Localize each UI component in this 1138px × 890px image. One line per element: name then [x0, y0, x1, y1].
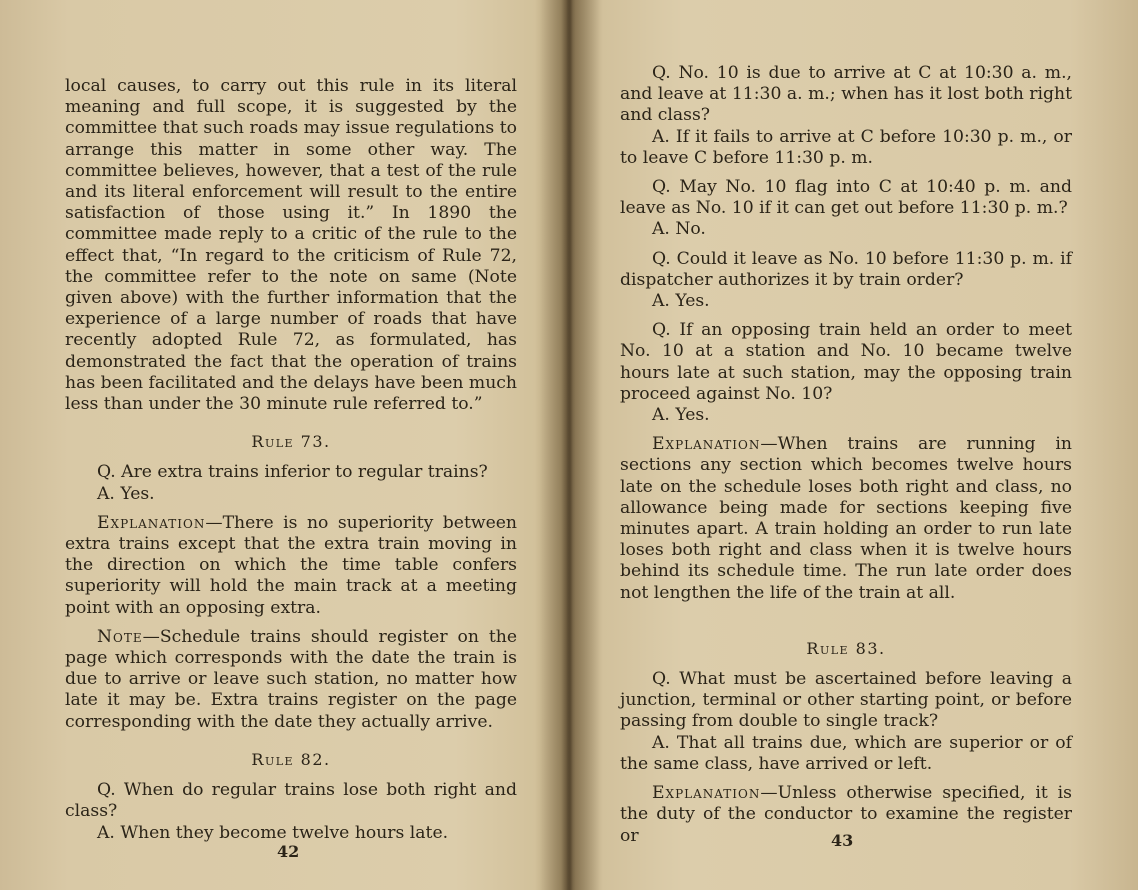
- rule-82-question: Q. When do regular trains lose both right and class?: [65, 780, 517, 822]
- left-page-text: [65, 76, 517, 844]
- page-number-left: 42: [277, 842, 300, 861]
- rule-83-question: Q. What must be ascertained before leaving a junction, terminal or other starting point, or before passing from double to single track?: [620, 669, 1072, 732]
- qa-3-question: Q. Could it leave as No. 10 before 11:30 p. m. if dispatcher authorizes it by train order?: [620, 248, 1072, 290]
- page-number-right: 43: [831, 831, 854, 850]
- explanation-label: Explanation: [97, 512, 206, 533]
- rule-73-answer: A. Yes.: [97, 483, 155, 504]
- qa-1-answer: A. If it fails to arrive at C before 10:30 p. m., or to leave C before 11:30 p. m.: [620, 126, 1072, 168]
- qa-4-question: Q. If an opposing train held an order to meet No. 10 at a station and No. 10 became twelve hours late at such station, may the opposing train proceed against No. 10?: [620, 320, 1072, 404]
- rule-83-answer: A. That all trains due, which are superior or of the same class, have arrived or left.: [620, 732, 1072, 774]
- qa-4-answer: A. Yes.: [652, 405, 710, 426]
- qa-1-question: Q. No. 10 is due to arrive at C at 10:30 a. m., and leave at 11:30 a. m.; when has it lost both right and class?: [620, 63, 1072, 126]
- explanation-text: —There is no superiority between extra trains except that the extra train moving in the direction on which the time table confers superiority will hold the main track at a meeting point with an opposing extra.: [65, 512, 517, 618]
- explanation-text: —Unless otherwise specified, it is the duty of the conductor to examine the register or: [620, 783, 1072, 846]
- qa-3-answer: A. Yes.: [652, 291, 710, 312]
- rule-73-heading: Rule 73.: [251, 432, 331, 452]
- intro-paragraph: local causes, to carry out this rule in its literal meaning and full scope, it is suggested by the committee that such roads may issue regulations to arrange this matter in some other way. The committee believes, however, that a test of the rule and its literal enforcement will result to the entire satisfaction of those using it.” In 1890 the committee made reply to a critic of the rule to the effect that, “In regard to the criticism of Rule 72, the committee refer to the note on same (Note given above) with the further information that the experience of a large number of roads that have recently adopted Rule 72, as formulated, has demonstrated the fact that the operation of trains has been facilitated and the delays have been much less than under the 30 minute rule referred to.”: [65, 76, 517, 415]
- rule-73-explanation: [65, 513, 517, 619]
- right-page-text: [620, 63, 1072, 847]
- rule-83-heading: Rule 83.: [806, 638, 886, 658]
- rule-82-answer: A. When they become twelve hours late.: [97, 822, 449, 843]
- rule-73-question: Q. Are extra trains inferior to regular trains?: [97, 462, 488, 483]
- note-text: —Schedule trains should register on the page which corresponds with the date the train is due to arrive or leave such station, no matter how late it may be. Extra trains register on the page corresponding with the date they actually arrive.: [65, 626, 517, 732]
- rule-82-heading: Rule 82.: [251, 749, 331, 769]
- explanation-label: Explanation: [652, 434, 761, 455]
- right-page: [569, 0, 1138, 890]
- note-label: Note: [97, 626, 143, 647]
- rule-73-note: [65, 627, 517, 733]
- right-explanation: [620, 434, 1072, 604]
- explanation-label: Explanation: [652, 783, 761, 804]
- qa-2-question: Q. May No. 10 flag into C at 10:40 p. m. and leave as No. 10 if it can get out before 11:30 p. m.?: [620, 177, 1072, 219]
- explanation-text: —When trains are running in sections any section which becomes twelve hours late on the schedule loses both right and class, no allowance being made for sections keeping five minutes apart. A train holding an order to run late loses both right and class when it is twelve hours behind its schedule time. The run late order does not lengthen the life of the train at all.: [620, 434, 1072, 603]
- left-page: [0, 0, 560, 890]
- qa-2-answer: A. No.: [652, 219, 706, 240]
